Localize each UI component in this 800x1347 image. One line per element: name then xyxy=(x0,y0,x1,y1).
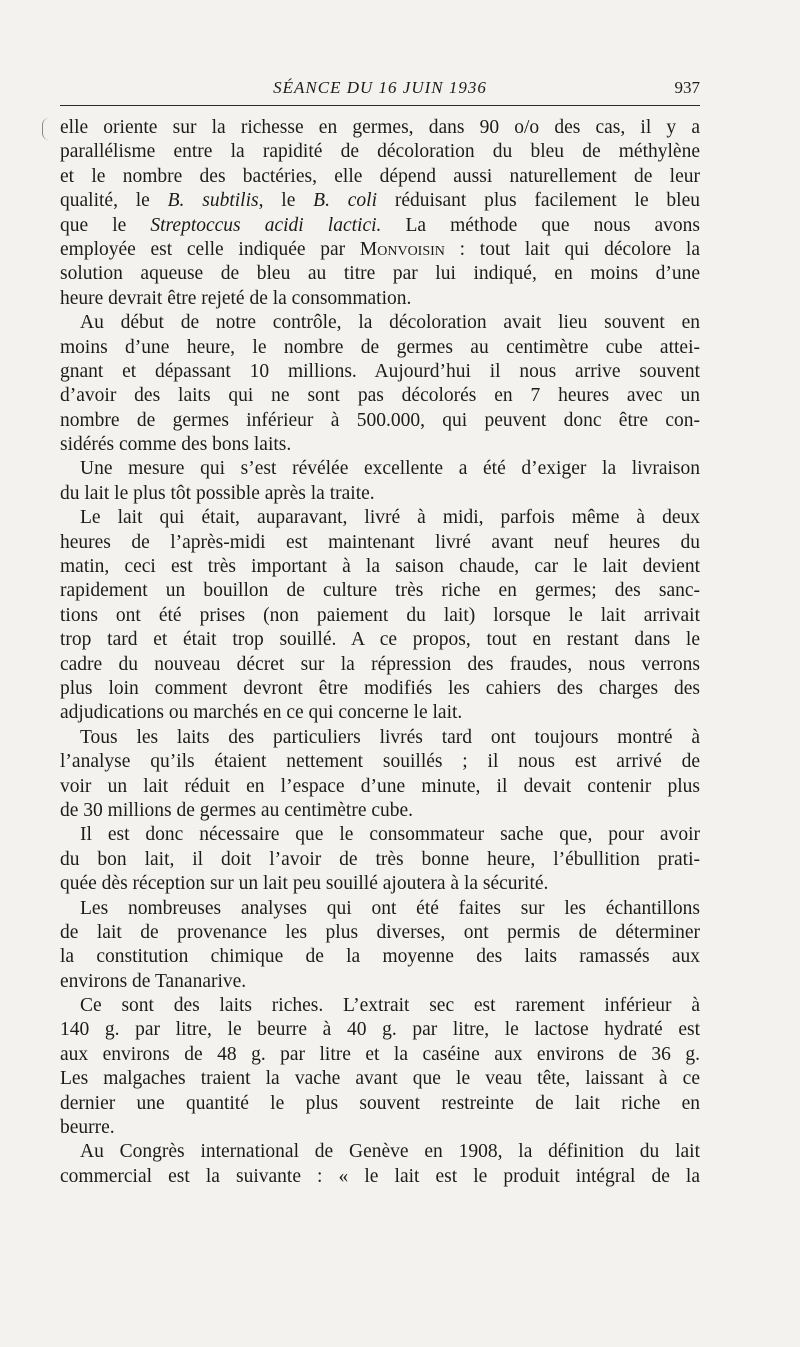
text-line-4-end: réduisant plus facilement le bleu xyxy=(377,190,700,212)
header-rule xyxy=(60,105,700,106)
text-line-20: rapidement un bouillon de culture très riche en germes; des sanc- xyxy=(60,580,700,602)
text-line-32: quée dès réception sur un lait peu souillé ajoutera à la sécurité. xyxy=(60,873,549,895)
text-line-8: heure devrait être rejeté de la consommation. xyxy=(60,287,412,309)
text-line-43: Au Congrès international de Genève en 1908, la définition du lait xyxy=(80,1141,700,1163)
text-line-4-mid: , le xyxy=(258,190,314,212)
text-line-9: Au début de notre contrôle, la décoloration avait lieu souvent en xyxy=(80,312,700,334)
header-title: SÉANCE DU 16 JUIN 1936 xyxy=(273,78,487,97)
text-line-23: cadre du nouveau décret sur la répression des fraudes, nous verrons xyxy=(60,653,700,675)
text-line-34: de lait de provenance les plus diverses, ont permis de déterminer xyxy=(60,921,700,943)
text-line-37: Ce sont des laits riches. L’extrait sec est rarement inférieur à xyxy=(80,995,700,1017)
text-line-29: de 30 millions de germes au centimètre cube. xyxy=(60,799,414,821)
text-line-14: sidérés comme des bons laits. xyxy=(60,434,292,456)
text-line-33: Les nombreuses analyses qui ont été faites sur les échantillons xyxy=(80,897,700,919)
text-line-13: nombre de germes inférieur à 500.000, qui peuvent donc être con- xyxy=(60,409,700,431)
species-b-subtilis: B. subtilis xyxy=(167,190,259,212)
text-line-42: beurre. xyxy=(60,1117,115,1139)
text-line-22: trop tard et était trop souillé. A ce propos, tout en restant dans le xyxy=(60,629,700,651)
text-line-1: elle oriente sur la richesse en germes, dans 90 o/o des cas, il y a xyxy=(60,117,700,138)
text-line-6-start: employée est celle indiquée par xyxy=(60,238,360,260)
text-line-35: la constitution chimique de la moyenne des laits ramassés aux xyxy=(60,946,700,968)
running-header xyxy=(60,74,700,98)
text-line-2: parallélisme entre la rapidité de décoloration du bleu de méthylène xyxy=(60,141,700,163)
text-line-21: tions ont été prises (non paiement du lait) lorsque le lait arrivait xyxy=(60,604,700,626)
text-line-7: solution aqueuse de bleu au titre par lui indiqué, en moins d’une xyxy=(60,263,700,285)
species-streptococcus: Streptoccus acidi lactici. xyxy=(150,214,382,236)
text-line-18: heures de l’après-midi est maintenant livré avant neuf heures du xyxy=(60,531,700,553)
text-line-31: du bon lait, il doit l’avoir de très bonne heure, l’ébullition prati- xyxy=(60,848,700,870)
text-line-3: et le nombre des bactéries, elle dépend aussi naturellement de leur xyxy=(60,165,700,187)
text-line-28: voir un lait réduit en l’espace d’une minute, il devait contenir plus xyxy=(60,775,700,797)
text-line-10: moins d’une heure, le nombre de germes au centimètre cube attei- xyxy=(60,336,700,358)
text-line-36: environs de Tananarive. xyxy=(60,970,247,992)
text-line-27: l’analyse qu’ils étaient nettement souillés ; il nous est arrivé de xyxy=(60,751,700,773)
text-line-12: d’avoir des laits qui ne sont pas décolorés en 7 heures avec un xyxy=(60,385,700,407)
text-line-4 xyxy=(60,189,700,213)
text-line-41: dernier une quantité le plus souvent restreinte de lait riche en xyxy=(60,1092,700,1114)
text-line-16: du lait le plus tôt possible après la traite. xyxy=(60,482,375,504)
species-b-coli: B. coli xyxy=(313,190,378,212)
text-line-11: gnant et dépassant 10 millions. Aujourd’hui il nous arrive souvent xyxy=(60,360,700,382)
text-line-24: plus loin comment devront être modifiés les cahiers des charges des xyxy=(60,677,700,699)
text-line-19: matin, ceci est très important à la saison chaude, car le lait devient xyxy=(60,556,700,578)
text-line-15: Une mesure qui s’est révélée excellente a été d’exiger la livraison xyxy=(80,458,700,480)
text-line-6 xyxy=(60,238,700,262)
text-line-25: adjudications ou marchés en ce qui concerne le lait. xyxy=(60,702,463,724)
margin-mark xyxy=(42,118,49,140)
text-line-17: Le lait qui était, auparavant, livré à midi, parfois même à deux xyxy=(80,507,700,529)
text-line-38: 140 g. par litre, le beurre à 40 g. par litre, le lactose hydraté est xyxy=(60,1019,700,1041)
body-text xyxy=(60,116,700,1189)
text-line-6-end: : tout lait qui décolore la xyxy=(444,238,701,260)
text-line-39: aux environs de 48 g. par litre et la caséine aux environs de 36 g. xyxy=(60,1043,700,1065)
text-line-44: commercial est la suivante : « le lait est le produit intégral de la xyxy=(60,1165,700,1187)
text-line-30: Il est donc nécessaire que le consommateur sache que, pour avoir xyxy=(80,824,700,846)
text-line-5-start: que le xyxy=(60,214,151,236)
page-number: 937 xyxy=(674,78,700,97)
text-line-5 xyxy=(60,214,700,238)
text-line-4-start: qualité, le xyxy=(60,190,168,212)
text-line-5-end: La méthode que nous avons xyxy=(381,214,700,236)
author-monvoisin: Monvoisin xyxy=(359,238,445,260)
text-line-26: Tous les laits des particuliers livrés tard ont toujours montré à xyxy=(80,726,700,748)
text-line-40: Les malgaches traient la vache avant que le veau tête, laissant à ce xyxy=(60,1068,700,1090)
